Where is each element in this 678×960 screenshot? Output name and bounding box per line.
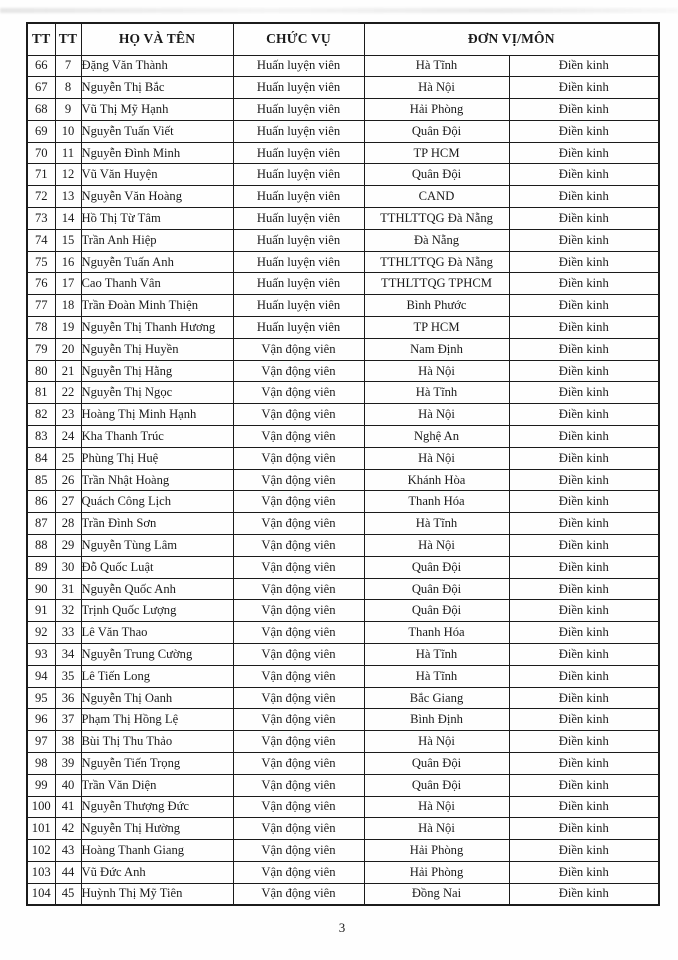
col-unit: Quân Đội — [364, 753, 509, 775]
col-role: Vận động viên — [233, 840, 364, 862]
col-name: Nguyễn Quốc Anh — [81, 578, 233, 600]
table-row — [27, 883, 659, 905]
table-row — [27, 709, 659, 731]
col-tt1: 87 — [27, 513, 55, 535]
col-tt2: 7 — [55, 55, 81, 77]
col-role: Vận động viên — [233, 338, 364, 360]
col-sport: Điền kinh — [509, 491, 659, 513]
col-sport: Điền kinh — [509, 622, 659, 644]
col-sport: Điền kinh — [509, 229, 659, 251]
table-row — [27, 600, 659, 622]
header-role: CHỨC VỤ — [233, 23, 364, 55]
table-row — [27, 360, 659, 382]
col-name: Nguyễn Tiến Trọng — [81, 753, 233, 775]
col-role: Vận động viên — [233, 861, 364, 883]
header-row — [27, 23, 659, 55]
table-row — [27, 578, 659, 600]
header-tt2: TT — [55, 23, 81, 55]
col-sport: Điền kinh — [509, 382, 659, 404]
col-role: Vận động viên — [233, 535, 364, 557]
table-row — [27, 447, 659, 469]
col-sport: Điền kinh — [509, 578, 659, 600]
col-name: Nguyễn Văn Hoàng — [81, 186, 233, 208]
col-name: Bùi Thị Thu Thảo — [81, 731, 233, 753]
col-tt2: 21 — [55, 360, 81, 382]
table-row — [27, 731, 659, 753]
col-sport: Điền kinh — [509, 883, 659, 905]
col-tt2: 13 — [55, 186, 81, 208]
col-tt2: 43 — [55, 840, 81, 862]
table-row — [27, 687, 659, 709]
col-tt2: 41 — [55, 796, 81, 818]
table-row — [27, 404, 659, 426]
col-tt1: 94 — [27, 665, 55, 687]
col-tt1: 95 — [27, 687, 55, 709]
col-tt2: 35 — [55, 665, 81, 687]
col-sport: Điền kinh — [509, 840, 659, 862]
table-row — [27, 142, 659, 164]
col-tt1: 80 — [27, 360, 55, 382]
col-tt1: 92 — [27, 622, 55, 644]
col-name: Đỗ Quốc Luật — [81, 556, 233, 578]
col-role: Vận động viên — [233, 447, 364, 469]
col-sport: Điền kinh — [509, 338, 659, 360]
col-sport: Điền kinh — [509, 731, 659, 753]
col-sport: Điền kinh — [509, 861, 659, 883]
col-sport: Điền kinh — [509, 426, 659, 448]
col-tt1: 76 — [27, 273, 55, 295]
col-tt2: 22 — [55, 382, 81, 404]
col-tt2: 30 — [55, 556, 81, 578]
col-unit: Hà Tĩnh — [364, 644, 509, 666]
col-sport: Điền kinh — [509, 774, 659, 796]
col-role: Vận động viên — [233, 600, 364, 622]
col-name: Nguyễn Tuấn Viết — [81, 120, 233, 142]
table-row — [27, 251, 659, 273]
col-tt2: 15 — [55, 229, 81, 251]
table-row — [27, 338, 659, 360]
col-tt2: 25 — [55, 447, 81, 469]
col-unit: Quân Đội — [364, 600, 509, 622]
col-tt1: 83 — [27, 426, 55, 448]
col-tt1: 85 — [27, 469, 55, 491]
col-tt1: 100 — [27, 796, 55, 818]
col-role: Vận động viên — [233, 556, 364, 578]
col-role: Vận động viên — [233, 382, 364, 404]
table-row — [27, 229, 659, 251]
header-tt1: TT — [27, 23, 55, 55]
col-unit: Đồng Nai — [364, 883, 509, 905]
col-unit: Hải Phòng — [364, 99, 509, 121]
col-sport: Điền kinh — [509, 360, 659, 382]
col-name: Lê Văn Thao — [81, 622, 233, 644]
col-tt2: 42 — [55, 818, 81, 840]
col-sport: Điền kinh — [509, 535, 659, 557]
col-role: Huấn luyện viên — [233, 251, 364, 273]
col-sport: Điền kinh — [509, 447, 659, 469]
col-name: Hồ Thị Từ Tâm — [81, 208, 233, 230]
col-tt1: 103 — [27, 861, 55, 883]
col-sport: Điền kinh — [509, 600, 659, 622]
roster-table — [26, 22, 660, 906]
col-name: Vũ Đức Anh — [81, 861, 233, 883]
col-unit: Hà Nội — [364, 535, 509, 557]
col-unit: Hà Tĩnh — [364, 55, 509, 77]
col-tt1: 71 — [27, 164, 55, 186]
col-tt2: 29 — [55, 535, 81, 557]
table-row — [27, 55, 659, 77]
col-tt1: 89 — [27, 556, 55, 578]
col-role: Vận động viên — [233, 665, 364, 687]
col-tt1: 74 — [27, 229, 55, 251]
col-tt2: 39 — [55, 753, 81, 775]
col-sport: Điền kinh — [509, 142, 659, 164]
col-tt2: 28 — [55, 513, 81, 535]
col-role: Huấn luyện viên — [233, 99, 364, 121]
col-unit: Hà Nội — [364, 447, 509, 469]
col-tt2: 27 — [55, 491, 81, 513]
col-tt2: 34 — [55, 644, 81, 666]
col-tt1: 75 — [27, 251, 55, 273]
col-name: Lê Tiến Long — [81, 665, 233, 687]
col-unit: Nghệ An — [364, 426, 509, 448]
col-tt1: 66 — [27, 55, 55, 77]
col-unit: Nam Định — [364, 338, 509, 360]
col-role: Huấn luyện viên — [233, 186, 364, 208]
col-unit: Hà Nội — [364, 796, 509, 818]
col-name: Nguyễn Thị Ngọc — [81, 382, 233, 404]
table-row — [27, 99, 659, 121]
col-sport: Điền kinh — [509, 317, 659, 339]
col-unit: Thanh Hóa — [364, 491, 509, 513]
col-role: Vận động viên — [233, 687, 364, 709]
header-name: HỌ VÀ TÊN — [81, 23, 233, 55]
col-role: Vận động viên — [233, 513, 364, 535]
col-sport: Điền kinh — [509, 665, 659, 687]
col-role: Vận động viên — [233, 774, 364, 796]
col-role: Vận động viên — [233, 360, 364, 382]
col-tt1: 84 — [27, 447, 55, 469]
col-name: Nguyễn Thị Oanh — [81, 687, 233, 709]
table-row — [27, 491, 659, 513]
col-role: Vận động viên — [233, 883, 364, 905]
col-tt2: 17 — [55, 273, 81, 295]
col-tt1: 70 — [27, 142, 55, 164]
col-sport: Điền kinh — [509, 186, 659, 208]
col-sport: Điền kinh — [509, 208, 659, 230]
col-sport: Điền kinh — [509, 251, 659, 273]
col-tt1: 69 — [27, 120, 55, 142]
table-row — [27, 622, 659, 644]
table-row — [27, 186, 659, 208]
col-tt2: 18 — [55, 295, 81, 317]
col-unit: Quân Đội — [364, 556, 509, 578]
table-row — [27, 818, 659, 840]
col-name: Trần Nhật Hoàng — [81, 469, 233, 491]
col-tt1: 99 — [27, 774, 55, 796]
col-tt1: 86 — [27, 491, 55, 513]
col-sport: Điền kinh — [509, 709, 659, 731]
col-sport: Điền kinh — [509, 796, 659, 818]
col-name: Kha Thanh Trúc — [81, 426, 233, 448]
table-row — [27, 317, 659, 339]
col-role: Huấn luyện viên — [233, 142, 364, 164]
col-unit: Quân Đội — [364, 774, 509, 796]
table-row — [27, 861, 659, 883]
col-sport: Điền kinh — [509, 120, 659, 142]
col-unit: Hà Tĩnh — [364, 665, 509, 687]
col-name: Nguyễn Thị Bắc — [81, 77, 233, 99]
col-unit: Hà Nội — [364, 77, 509, 99]
col-name: Phùng Thị Huệ — [81, 447, 233, 469]
table-row — [27, 796, 659, 818]
col-name: Nguyễn Thị Thanh Hương — [81, 317, 233, 339]
col-name: Vũ Thị Mỹ Hạnh — [81, 99, 233, 121]
col-tt2: 16 — [55, 251, 81, 273]
col-role: Vận động viên — [233, 622, 364, 644]
col-name: Trần Văn Diện — [81, 774, 233, 796]
col-tt2: 11 — [55, 142, 81, 164]
col-unit: Thanh Hóa — [364, 622, 509, 644]
col-role: Huấn luyện viên — [233, 120, 364, 142]
page-number: 3 — [338, 920, 346, 935]
col-unit: CAND — [364, 186, 509, 208]
col-unit: TTHLTTQG Đà Nẵng — [364, 208, 509, 230]
col-name: Nguyễn Thị Huyền — [81, 338, 233, 360]
col-name: Trần Anh Hiệp — [81, 229, 233, 251]
col-tt1: 101 — [27, 818, 55, 840]
col-role: Vận động viên — [233, 644, 364, 666]
col-name: Nguyễn Đình Minh — [81, 142, 233, 164]
col-name: Nguyễn Thượng Đức — [81, 796, 233, 818]
col-name: Phạm Thị Hồng Lệ — [81, 709, 233, 731]
col-tt1: 97 — [27, 731, 55, 753]
col-tt2: 44 — [55, 861, 81, 883]
table-row — [27, 77, 659, 99]
col-unit: TTHLTTQG TPHCM — [364, 273, 509, 295]
col-role: Huấn luyện viên — [233, 77, 364, 99]
col-role: Vận động viên — [233, 709, 364, 731]
col-unit: Đà Nẵng — [364, 229, 509, 251]
col-sport: Điền kinh — [509, 404, 659, 426]
col-sport: Điền kinh — [509, 818, 659, 840]
table-row — [27, 840, 659, 862]
table-body — [27, 55, 659, 905]
col-sport: Điền kinh — [509, 77, 659, 99]
col-tt2: 26 — [55, 469, 81, 491]
table-row — [27, 382, 659, 404]
col-tt2: 45 — [55, 883, 81, 905]
col-tt1: 96 — [27, 709, 55, 731]
col-role: Vận động viên — [233, 426, 364, 448]
col-sport: Điền kinh — [509, 273, 659, 295]
col-unit: Hà Nội — [364, 731, 509, 753]
col-name: Nguyễn Thị Hằng — [81, 360, 233, 382]
col-name: Nguyễn Tuấn Anh — [81, 251, 233, 273]
col-tt1: 73 — [27, 208, 55, 230]
col-unit: Hải Phòng — [364, 861, 509, 883]
col-tt1: 102 — [27, 840, 55, 862]
header-unit-sport: ĐƠN VỊ/MÔN — [364, 23, 659, 55]
col-tt2: 33 — [55, 622, 81, 644]
col-role: Huấn luyện viên — [233, 208, 364, 230]
col-unit: Hà Nội — [364, 360, 509, 382]
col-sport: Điền kinh — [509, 556, 659, 578]
table-row — [27, 295, 659, 317]
col-tt1: 82 — [27, 404, 55, 426]
col-unit: Quân Đội — [364, 578, 509, 600]
col-sport: Điền kinh — [509, 687, 659, 709]
col-sport: Điền kinh — [509, 99, 659, 121]
col-role: Huấn luyện viên — [233, 55, 364, 77]
col-sport: Điền kinh — [509, 55, 659, 77]
col-unit: Quân Đội — [364, 164, 509, 186]
col-name: Cao Thanh Vân — [81, 273, 233, 295]
col-name: Hoàng Thị Minh Hạnh — [81, 404, 233, 426]
col-tt2: 14 — [55, 208, 81, 230]
col-unit: Hà Tĩnh — [364, 382, 509, 404]
table-row — [27, 208, 659, 230]
col-tt2: 24 — [55, 426, 81, 448]
col-tt1: 67 — [27, 77, 55, 99]
col-tt2: 10 — [55, 120, 81, 142]
col-role: Vận động viên — [233, 731, 364, 753]
table-row — [27, 644, 659, 666]
col-role: Vận động viên — [233, 469, 364, 491]
col-tt2: 40 — [55, 774, 81, 796]
col-unit: TP HCM — [364, 142, 509, 164]
col-name: Trần Đình Sơn — [81, 513, 233, 535]
col-unit: TTHLTTQG Đà Nẵng — [364, 251, 509, 273]
col-tt2: 32 — [55, 600, 81, 622]
col-sport: Điền kinh — [509, 164, 659, 186]
table-row — [27, 753, 659, 775]
col-tt1: 78 — [27, 317, 55, 339]
col-name: Vũ Văn Huyện — [81, 164, 233, 186]
col-sport: Điền kinh — [509, 644, 659, 666]
col-unit: Khánh Hòa — [364, 469, 509, 491]
col-sport: Điền kinh — [509, 513, 659, 535]
col-tt2: 36 — [55, 687, 81, 709]
col-role: Huấn luyện viên — [233, 317, 364, 339]
col-unit: Bắc Giang — [364, 687, 509, 709]
col-role: Huấn luyện viên — [233, 295, 364, 317]
col-tt1: 88 — [27, 535, 55, 557]
col-tt2: 31 — [55, 578, 81, 600]
col-role: Vận động viên — [233, 404, 364, 426]
table-row — [27, 273, 659, 295]
col-tt1: 90 — [27, 578, 55, 600]
col-name: Nguyễn Thị Hường — [81, 818, 233, 840]
table-row — [27, 513, 659, 535]
col-tt1: 77 — [27, 295, 55, 317]
col-name: Đặng Văn Thành — [81, 55, 233, 77]
col-role: Huấn luyện viên — [233, 164, 364, 186]
table-row — [27, 535, 659, 557]
col-name: Nguyễn Tùng Lâm — [81, 535, 233, 557]
col-unit: Bình Định — [364, 709, 509, 731]
table-row — [27, 120, 659, 142]
table-row — [27, 665, 659, 687]
col-unit: TP HCM — [364, 317, 509, 339]
col-unit: Quân Đội — [364, 120, 509, 142]
col-name: Hoàng Thanh Giang — [81, 840, 233, 862]
col-unit: Bình Phước — [364, 295, 509, 317]
col-sport: Điền kinh — [509, 753, 659, 775]
col-tt2: 19 — [55, 317, 81, 339]
col-name: Trịnh Quốc Lượng — [81, 600, 233, 622]
col-tt2: 20 — [55, 338, 81, 360]
col-role: Vận động viên — [233, 491, 364, 513]
col-tt1: 68 — [27, 99, 55, 121]
col-tt1: 72 — [27, 186, 55, 208]
col-tt2: 12 — [55, 164, 81, 186]
table-row — [27, 164, 659, 186]
col-name: Huỳnh Thị Mỹ Tiên — [81, 883, 233, 905]
col-tt1: 81 — [27, 382, 55, 404]
table-row — [27, 469, 659, 491]
col-sport: Điền kinh — [509, 295, 659, 317]
col-role: Vận động viên — [233, 578, 364, 600]
col-tt2: 9 — [55, 99, 81, 121]
col-role: Vận động viên — [233, 753, 364, 775]
scan-artifact — [0, 8, 678, 13]
col-name: Quách Công Lịch — [81, 491, 233, 513]
col-tt2: 37 — [55, 709, 81, 731]
col-name: Nguyễn Trung Cường — [81, 644, 233, 666]
col-tt1: 79 — [27, 338, 55, 360]
table-row — [27, 426, 659, 448]
col-role: Huấn luyện viên — [233, 229, 364, 251]
table-row — [27, 774, 659, 796]
col-unit: Hải Phòng — [364, 840, 509, 862]
col-role: Vận động viên — [233, 818, 364, 840]
col-tt2: 38 — [55, 731, 81, 753]
col-tt1: 93 — [27, 644, 55, 666]
col-unit: Hà Tĩnh — [364, 513, 509, 535]
col-sport: Điền kinh — [509, 469, 659, 491]
table-row — [27, 556, 659, 578]
col-role: Huấn luyện viên — [233, 273, 364, 295]
col-tt2: 23 — [55, 404, 81, 426]
col-name: Trần Đoàn Minh Thiện — [81, 295, 233, 317]
col-tt1: 98 — [27, 753, 55, 775]
col-tt2: 8 — [55, 77, 81, 99]
col-tt1: 91 — [27, 600, 55, 622]
col-role: Vận động viên — [233, 796, 364, 818]
col-tt1: 104 — [27, 883, 55, 905]
col-unit: Hà Nội — [364, 404, 509, 426]
col-unit: Hà Nội — [364, 818, 509, 840]
